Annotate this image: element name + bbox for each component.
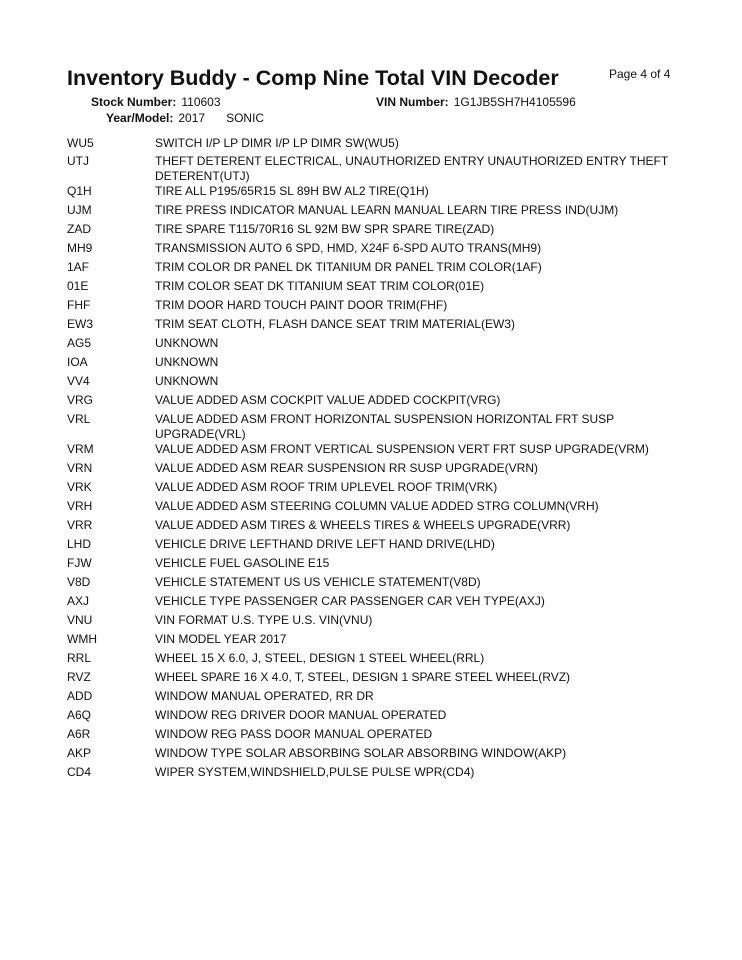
option-code: FHF (67, 298, 91, 312)
option-description: WINDOW TYPE SOLAR ABSORBING SOLAR ABSORBING WINDOW(AKP) (155, 746, 567, 760)
option-code: ZAD (67, 222, 91, 236)
option-code: V8D (67, 575, 91, 589)
option-description: TIRE SPARE T115/70R16 SL 92M BW SPR SPARE TIRE(ZAD) (155, 222, 495, 236)
option-description: TRANSMISSION AUTO 6 SPD, HMD, X24F 6-SPD AUTO TRANS(MH9) (155, 241, 542, 255)
option-description: VEHICLE TYPE PASSENGER CAR PASSENGER CAR VEH TYPE(AXJ) (155, 594, 545, 608)
option-code: VRG (67, 393, 94, 407)
vin-number-value: 1G1JB5SH7H4105596 (453, 95, 576, 109)
stock-number-label: Stock Number: (91, 95, 177, 109)
option-description: VALUE ADDED ASM ROOF TRIM UPLEVEL ROOF TRIM(VRK) (155, 480, 498, 494)
option-code: VRH (67, 499, 93, 513)
year-model-label: Year/Model: (106, 111, 174, 125)
option-code: WU5 (67, 136, 94, 150)
option-description: VIN FORMAT U.S. TYPE U.S. VIN(VNU) (155, 613, 373, 627)
option-description: VEHICLE FUEL GASOLINE E15 (155, 556, 330, 570)
option-description: TRIM DOOR HARD TOUCH PAINT DOOR TRIM(FHF) (155, 298, 448, 312)
option-description: VALUE ADDED ASM REAR SUSPENSION RR SUSP UPGRADE(VRN) (155, 461, 538, 475)
option-code: AXJ (67, 594, 90, 608)
stock-number-value: 110603 (181, 95, 221, 109)
option-code: VRN (67, 461, 93, 475)
option-code: LHD (67, 537, 92, 551)
option-description: WIPER SYSTEM,WINDSHIELD,PULSE PULSE WPR(CD4) (155, 765, 475, 779)
option-code: MH9 (67, 241, 93, 255)
option-code: VV4 (67, 374, 90, 388)
year-value: 2017 (178, 111, 206, 125)
option-description: VEHICLE STATEMENT US US VEHICLE STATEMENT(V8D) (155, 575, 481, 589)
option-description: VALUE ADDED ASM STEERING COLUMN VALUE ADDED STRG COLUMN(VRH) (155, 499, 599, 513)
option-description: TIRE PRESS INDICATOR MANUAL LEARN MANUAL LEARN TIRE PRESS IND(UJM) (155, 203, 619, 217)
option-description: WINDOW MANUAL OPERATED, RR DR (155, 689, 374, 703)
option-description: WHEEL 15 X 6.0, J, STEEL, DESIGN 1 STEEL WHEEL(RRL) (155, 651, 485, 665)
option-code: A6R (67, 727, 91, 741)
option-code: WMH (67, 632, 97, 646)
option-code: UJM (67, 203, 92, 217)
option-code: FJW (67, 556, 92, 570)
option-description: WINDOW REG DRIVER DOOR MANUAL OPERATED (155, 708, 447, 722)
option-code: ADD (67, 689, 93, 703)
page-number: Page 4 of 4 (609, 67, 671, 81)
option-description: VALUE ADDED ASM COCKPIT VALUE ADDED COCKPIT(VRG) (155, 393, 501, 407)
option-code: AKP (67, 746, 92, 760)
option-description: THEFT DETERENT ELECTRICAL, UNAUTHORIZED ENTRY UNAUTHORIZED ENTRY THEFT DETERENT(UTJ) (155, 154, 668, 183)
option-description: VEHICLE DRIVE LEFTHAND DRIVE LEFT HAND DRIVE(LHD) (155, 537, 495, 551)
option-code: Q1H (67, 184, 92, 198)
option-description: SWITCH I/P LP DIMR I/P LP DIMR SW(WU5) (155, 136, 399, 150)
option-description: TRIM COLOR SEAT DK TITANIUM SEAT TRIM COLOR(01E) (155, 279, 485, 293)
model-value: SONIC (226, 111, 265, 125)
vin-number (376, 95, 576, 109)
option-code: RVZ (67, 670, 91, 684)
option-code: VRL (67, 412, 91, 426)
vin-number-label: VIN Number: (376, 95, 449, 109)
option-description: VALUE ADDED ASM FRONT VERTICAL SUSPENSION VERT FRT SUSP UPGRADE(VRM) (155, 442, 649, 456)
option-description: VALUE ADDED ASM TIRES & WHEELS TIRES & WHEELS UPGRADE(VRR) (155, 518, 571, 532)
option-code: AG5 (67, 336, 92, 350)
option-code: VRM (67, 442, 94, 456)
stock-number (91, 95, 221, 109)
option-description: VALUE ADDED ASM FRONT HORIZONTAL SUSPENSION HORIZONTAL FRT SUSP UPGRADE(VRL) (155, 412, 614, 441)
option-code: EW3 (67, 317, 94, 331)
option-code: 01E (67, 279, 89, 293)
option-description: TIRE ALL P195/65R15 SL 89H BW AL2 TIRE(Q1H) (155, 184, 429, 198)
option-code: VRR (67, 518, 93, 532)
option-code: VRK (67, 480, 92, 494)
option-code: A6Q (67, 708, 92, 722)
option-description: UNKNOWN (155, 336, 219, 350)
option-description: UNKNOWN (155, 374, 219, 388)
option-code: UTJ (67, 154, 89, 168)
option-code: 1AF (67, 260, 90, 274)
option-code: RRL (67, 651, 92, 665)
option-description: WINDOW REG PASS DOOR MANUAL OPERATED (155, 727, 433, 741)
option-description: WHEEL SPARE 16 X 4.0, T, STEEL, DESIGN 1 SPARE STEEL WHEEL(RVZ) (155, 670, 571, 684)
page-title: Inventory Buddy - Comp Nine Total VIN Decoder (67, 66, 559, 90)
option-code: VNU (67, 613, 93, 627)
option-description: TRIM SEAT CLOTH, FLASH DANCE SEAT TRIM MATERIAL(EW3) (155, 317, 516, 331)
option-description: UNKNOWN (155, 355, 219, 369)
option-code: CD4 (67, 765, 92, 779)
year-model (106, 111, 264, 125)
option-description: TRIM COLOR DR PANEL DK TITANIUM DR PANEL TRIM COLOR(1AF) (155, 260, 542, 274)
option-description: VIN MODEL YEAR 2017 (155, 632, 287, 646)
option-code: IOA (67, 355, 88, 369)
